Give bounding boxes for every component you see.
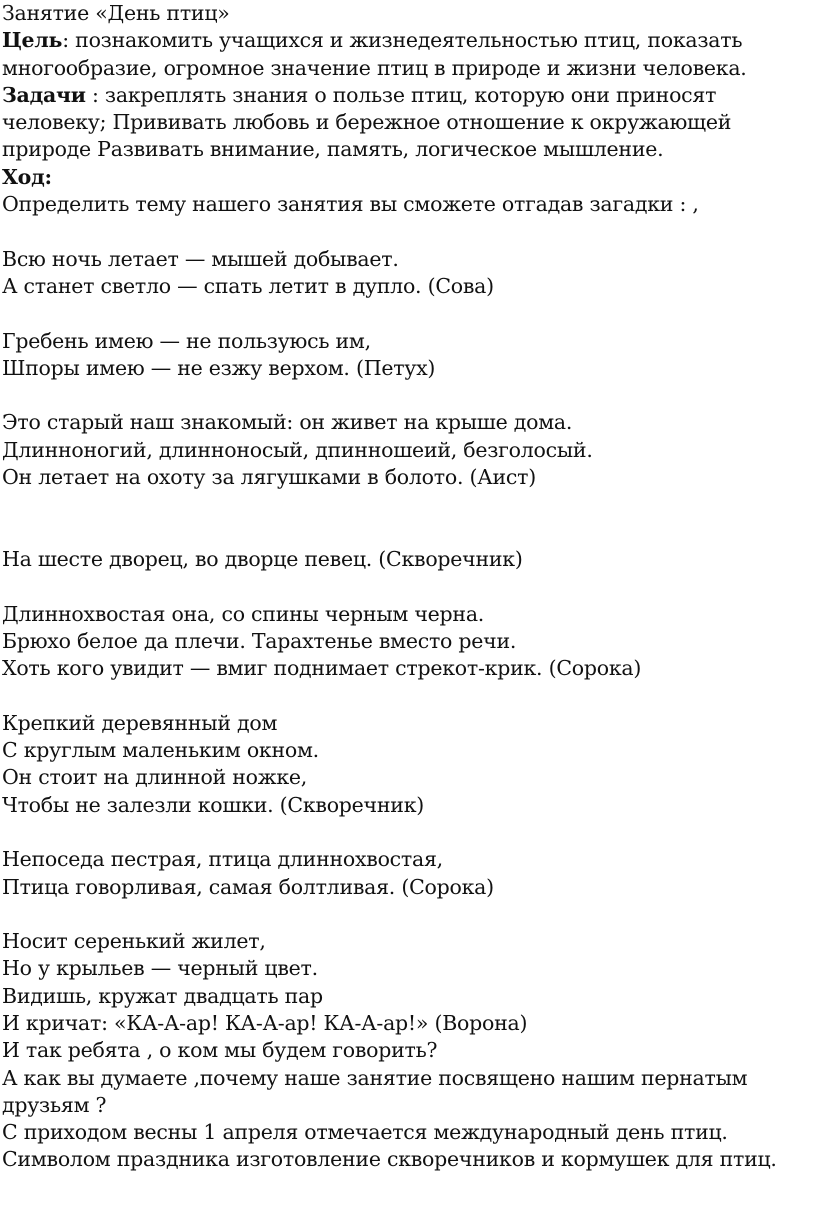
closing-section (2, 1037, 812, 1173)
goal-paragraph (2, 27, 812, 82)
riddle-line: Он стоит на длинной ножке, (2, 765, 308, 790)
riddle-line: Длинноногий, длинноносый, дпинношеий, безголосый. (2, 437, 593, 462)
riddle-line: Брюхо белое да плечи. Тарахтенье вместо речи. (2, 628, 517, 653)
closing-line: А как вы думаете ,почему наше занятие посвящено нашим пернатым друзьям ? (2, 1065, 754, 1117)
riddle-line: Это старый наш знакомый: он живет на крыше дома. (2, 410, 573, 435)
riddle-owl (2, 246, 812, 301)
riddle-line: Гребень имею — не пользуюсь им, (2, 328, 371, 353)
riddle-line: Видишь, кружат двадцать пар (2, 983, 323, 1008)
riddle-line: Он летает на охоту за лягушками в болото. (Аист) (2, 465, 536, 490)
spacer (2, 218, 812, 245)
riddle-line: Длиннохвостая она, со спины черным черна. (2, 601, 485, 626)
riddle-line: И кричат: «КА-А-ар! КА-А-ар! КА-А-ар!» (Ворона) (2, 1010, 528, 1035)
goal-text: : познакомить учащихся и жизнедеятельностью птиц, показать многообразие, огромное значение птиц в природе и жизни человека. (2, 28, 747, 80)
riddle-stork (2, 409, 812, 491)
tasks-paragraph (2, 82, 812, 164)
tasks-label: Задачи (2, 82, 86, 107)
spacer (2, 819, 812, 846)
spacer (2, 382, 812, 409)
tasks-text: : закреплять знания о пользе птиц, которую они приносят человеку; Прививать любовь и бережное отношение к окружающей природе Развивать внимание, память, логическое мышление. (2, 82, 732, 162)
riddle-line: Птица говорливая, самая болтливая. (Сорока) (2, 874, 494, 899)
riddle-birdhouse (2, 710, 812, 819)
riddle-line: Всю ночь летает — мышей добывает. (2, 246, 399, 271)
closing-line: Символом праздника изготовление скворечников и кормушек для птиц. (2, 1147, 777, 1172)
closing-line: И так ребята , о ком мы будем говорить? (2, 1038, 438, 1063)
spacer (2, 682, 812, 709)
riddle-line: Шпоры имею — не езжу верхом. (Петух) (2, 355, 436, 380)
course-heading: Ход: (2, 164, 52, 189)
riddle-line: Носит серенький жилет, (2, 929, 266, 954)
riddle-line: На шесте дворец, во дворце певец. (Скворечник) (2, 546, 523, 571)
riddle-line: Хоть кого увидит — вмиг поднимает стрекот-крик. (Сорока) (2, 656, 642, 681)
riddle-birdhouse-short (2, 546, 812, 573)
riddle-line: Но у крыльев — черный цвет. (2, 956, 318, 981)
spacer (2, 573, 812, 600)
riddle-magpie-2 (2, 846, 812, 901)
riddle-line: С круглым маленьким окном. (2, 738, 319, 763)
riddle-magpie (2, 601, 812, 683)
intro-text: Определить тему нашего занятия вы сможете отгадав загадки : , (2, 192, 699, 217)
riddle-line: Крепкий деревянный дом (2, 710, 278, 735)
riddle-line: Непоседа пестрая, птица длиннохвостая, (2, 847, 443, 872)
riddle-line: А станет светло — спать летит в дупло. (Сова) (2, 273, 494, 298)
goal-label: Цель (2, 28, 63, 53)
riddle-rooster (2, 328, 812, 383)
spacer (2, 901, 812, 928)
spacer (2, 491, 812, 546)
lesson-title: Занятие «День птиц» (2, 1, 230, 25)
spacer (2, 300, 812, 327)
riddle-crow (2, 928, 812, 1037)
closing-line: С приходом весны 1 апреля отмечается международный день птиц. (2, 1120, 728, 1145)
riddle-line: Чтобы не залезли кошки. (Скворечник) (2, 792, 425, 817)
